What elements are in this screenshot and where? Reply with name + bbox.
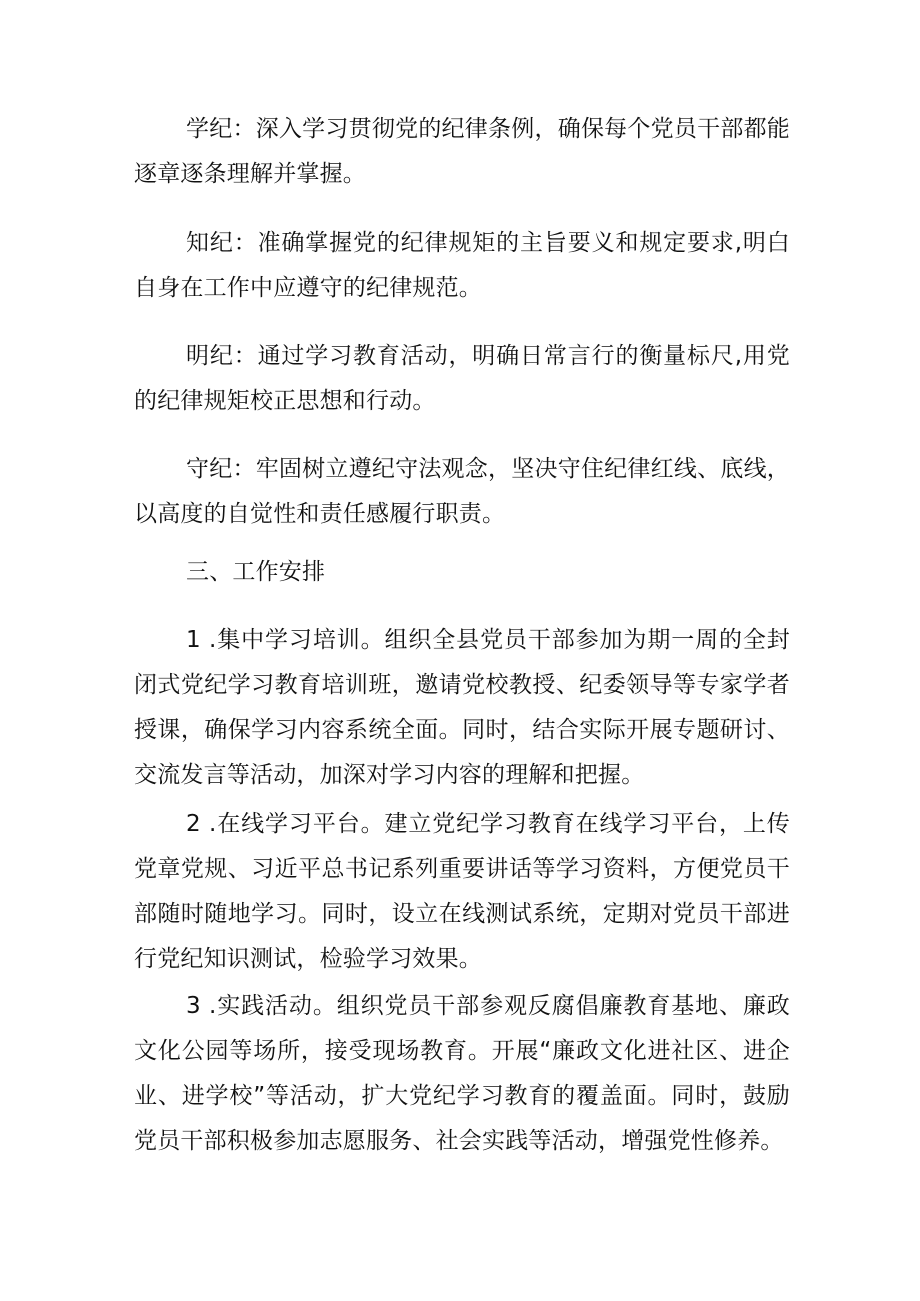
paragraph-mingji: 明纪：通过学习教育活动，明确日常言行的衡量标尺,用党的纪律规矩校正思想和行动。 bbox=[134, 343, 790, 414]
paragraph-item-3-practice: 3 .实践活动。组织党员干部参观反腐倡廉教育基地、廉政文化公园等场所，接受现场教育。开展“廉政文化进社区、进企业、进学校”等活动，扩大党纪学习教育的覆盖面。同时，鼓励党员干部积极参加志愿服务、社会实践等活动，增强党性修养。 bbox=[134, 993, 790, 1154]
paragraph-shouji: 守纪：牢固树立遵纪守法观念，坚决守住纪律红线、底线，以高度的自觉性和责任感履行职责。 bbox=[134, 456, 790, 527]
paragraph-item-1-training: 1 .集中学习培训。组织全县党员干部参加为期一周的全封闭式党纪学习教育培训班，邀请党校教授、纪委领导等专家学者授课，确保学习内容系统全面。同时，结合实际开展专题研讨、交流发言等活动，加深对学习内容的理解和把握。 bbox=[134, 627, 790, 788]
paragraph-zhiji: 知纪：准确掌握党的纪律规矩的主旨要义和规定要求,明白自身在工作中应遵守的纪律规范。 bbox=[134, 230, 790, 301]
paragraph-item-2-online-platform: 2 .在线学习平台。建立党纪学习教育在线学习平台，上传党章党规、习近平总书记系列重要讲话等学习资料，方便党员干部随时随地学习。同时，设立在线测试系统，定期对党员干部进行党纪知识测试，检验学习效果。 bbox=[134, 811, 790, 972]
paragraph-xueji: 学纪：深入学习贯彻党的纪律条例，确保每个党员干部都能逐章逐条理解并掌握。 bbox=[134, 116, 790, 187]
section-heading-work-arrangement: 三、工作安排 bbox=[186, 559, 326, 585]
